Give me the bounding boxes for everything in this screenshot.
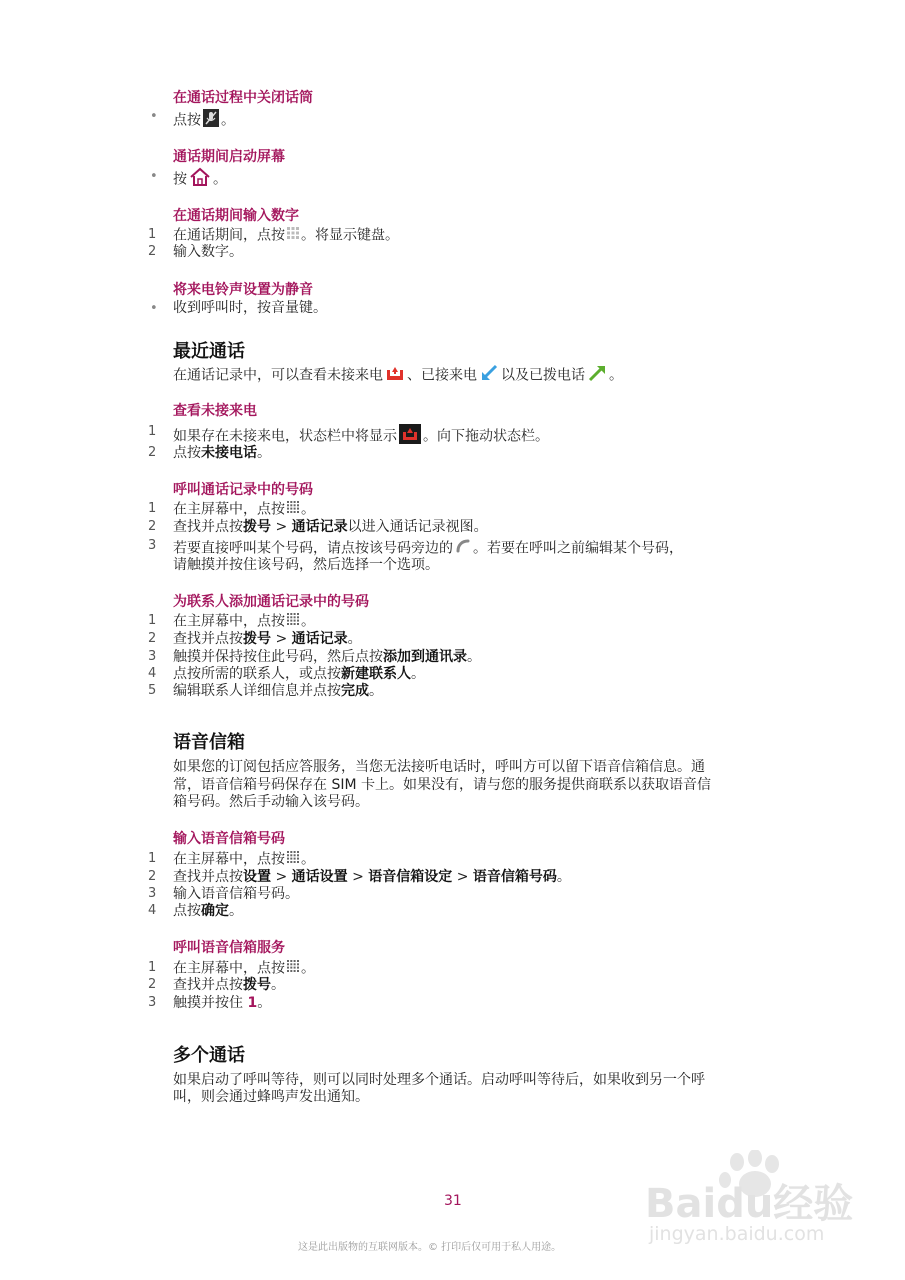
step-text (173, 869, 571, 886)
step-text-part: 触摸并保持按住此号码，然后点按 (173, 649, 383, 665)
step-text-part: 点按 (173, 903, 201, 919)
ui-term: 完成 (341, 683, 369, 699)
paragraph-line: 常，语音信箱号码保存在 SIM 卡上。如果没有，请与您的服务提供商联系以获取语音信 (173, 777, 711, 793)
paragraph (173, 364, 623, 387)
paragraph-line: 箱号码。然后手动输入该号码。 (173, 794, 369, 810)
step-text-part: 查找并点按 (173, 977, 243, 993)
heading-multiple-calls: 多个通话 (173, 1045, 245, 1066)
bullet: • (150, 109, 158, 124)
step-text: 收到呼叫时，按音量键。 (173, 300, 327, 316)
step-text (173, 851, 315, 869)
step-text-part: 在主屏幕中，点按 (173, 501, 285, 518)
app-grid-icon (287, 613, 299, 630)
step-number: 2 (148, 869, 157, 884)
missed-call-status-icon (399, 424, 421, 449)
step-number: 3 (148, 538, 157, 553)
footer-note: 这是此出版物的互联网版本。© 打印后仅可用于私人用途。 (298, 1242, 562, 1253)
step-text-part: > (271, 519, 292, 535)
step-text: 输入数字。 (173, 244, 243, 260)
page-number: 31 (444, 1193, 462, 1209)
step-number: 1 (148, 613, 157, 628)
paragraph-line: 如果启动了呼叫等待，则可以同时处理多个通话。启动呼叫等待后，如果收到另一个呼 (173, 1072, 705, 1088)
step-text (173, 501, 315, 519)
step-text-part: > (452, 869, 473, 885)
ui-term: 添加到通讯录 (383, 649, 467, 665)
baidu-jingyan-watermark (645, 1150, 865, 1250)
section-title-screen: 通话期间启动屏幕 (173, 149, 285, 165)
bullet: • (150, 169, 158, 184)
ui-term: 确定 (201, 903, 229, 919)
paragraph-part: 。 (609, 367, 623, 384)
watermark-logo: Baidu经验 (645, 1181, 854, 1227)
step-text-part: 以进入通话记录视图。 (347, 519, 488, 535)
step-number: 2 (148, 631, 157, 646)
dialed-call-icon (587, 364, 607, 387)
step-text (173, 167, 227, 192)
step-text (173, 538, 683, 559)
paragraph-part: 、已接来电 (407, 367, 477, 384)
step-text-part: 。向下拖动状态栏。 (423, 428, 549, 445)
step-text-part: 。 (369, 683, 383, 699)
watermark-url: jingyan.baidu.com (649, 1223, 825, 1245)
step-text-part: > (271, 869, 292, 885)
ui-term: 语音信箱号码 (472, 869, 557, 885)
section-title-silence: 将来电铃声设置为静音 (173, 282, 313, 298)
section-title-call-from-log: 呼叫通话记录中的号码 (173, 482, 313, 498)
step-text-part: 点按 (173, 445, 201, 461)
step-text-part: 按 (173, 171, 187, 188)
step-text (173, 109, 235, 132)
step-number: 4 (148, 666, 157, 681)
step-number: 2 (148, 244, 157, 259)
step-text (173, 903, 243, 920)
step-text-part: 。 (257, 445, 271, 461)
ui-term: 通话设置 (291, 869, 348, 885)
step-number: 5 (148, 683, 157, 698)
missed-call-icon (385, 364, 405, 387)
paragraph-part: 在通话记录中，可以查看未接来电 (173, 367, 383, 384)
step-number: 3 (148, 886, 157, 901)
ui-term: 新建联系人 (341, 666, 411, 682)
section-title-missed: 查看未接来电 (173, 403, 257, 419)
step-text (173, 227, 399, 245)
step-text-part: 。 (301, 851, 315, 868)
step-text-part: 。 (301, 613, 315, 630)
step-text-part: 查找并点按 (173, 631, 243, 647)
app-grid-icon (287, 501, 299, 518)
step-number: 1 (148, 424, 157, 439)
received-call-icon (479, 364, 499, 387)
step-number: 3 (148, 649, 157, 664)
step-text-part: 。 (301, 960, 315, 977)
step-text-part: 。 (301, 501, 315, 518)
step-text-part: 查找并点按 (173, 519, 243, 535)
home-icon (189, 167, 211, 192)
ui-term: 通话记录 (291, 519, 348, 535)
step-text-part: 。 (221, 112, 235, 129)
step-text (173, 445, 271, 462)
step-text-part: 。 (229, 903, 243, 919)
step-text-part: 编辑联系人详细信息并点按 (173, 683, 341, 699)
mute-mic-icon (203, 109, 219, 132)
step-text (173, 613, 315, 631)
step-text-part: 在主屏幕中，点按 (173, 851, 285, 868)
app-grid-icon (287, 960, 299, 977)
section-title-digits: 在通话期间输入数字 (173, 208, 299, 224)
ui-term: 设置 (243, 869, 271, 885)
ui-term: 通话记录 (291, 631, 348, 647)
step-text-part: 在通话期间，点按 (173, 227, 285, 244)
step-text-part: 。 (257, 995, 272, 1011)
step-text-part: > (347, 869, 369, 885)
app-grid-icon (287, 851, 299, 868)
ui-term: 拨号 (243, 977, 271, 993)
step-text (173, 649, 481, 666)
key-label: 1 (247, 995, 258, 1011)
paragraph-line: 叫，则会通过蜂鸣声发出通知。 (173, 1089, 369, 1105)
step-text-part: 。 (556, 869, 571, 885)
step-text (173, 666, 425, 683)
step-text-part: 在主屏幕中，点按 (173, 613, 285, 630)
step-text (173, 631, 362, 648)
step-text-part: 。 (213, 171, 227, 188)
ui-term: 拨号 (243, 519, 271, 535)
step-text-part: 点按 (173, 112, 201, 129)
step-text (173, 977, 285, 994)
step-number: 2 (148, 519, 157, 534)
heading-voicemail: 语音信箱 (173, 732, 245, 753)
step-number: 3 (148, 995, 157, 1010)
step-text-part: 。 (467, 649, 481, 665)
bullet: • (150, 301, 158, 316)
dialpad-icon (287, 227, 299, 244)
section-title-voicemail-number: 输入语音信箱号码 (173, 831, 285, 847)
step-number: 1 (148, 501, 157, 516)
step-text-part: 触摸并按住 (173, 995, 248, 1011)
step-number: 2 (148, 445, 157, 460)
section-title-add-contact: 为联系人添加通话记录中的号码 (173, 594, 369, 610)
step-text: 输入语音信箱号码。 (173, 886, 299, 902)
step-text-part: 点按所需的联系人，或点按 (173, 666, 341, 682)
ui-term: 语音信箱设定 (368, 869, 453, 885)
phone-handset-icon (455, 538, 471, 559)
step-text-part: 。 (271, 977, 285, 993)
step-text (173, 683, 383, 700)
section-title-mute: 在通话过程中关闭话筒 (173, 90, 313, 106)
section-title-call-voicemail: 呼叫语音信箱服务 (173, 940, 285, 956)
step-text-part: 查找并点按 (173, 869, 243, 885)
step-number: 1 (148, 851, 157, 866)
step-number: 4 (148, 903, 157, 918)
step-text-part: 。若要在呼叫之前编辑某个号码， (473, 540, 683, 557)
step-text-part: 。 (347, 631, 362, 647)
step-text (173, 995, 271, 1012)
step-text-part: 如果存在未接来电，状态栏中将显示 (173, 428, 397, 445)
ui-term: 未接电话 (201, 445, 257, 461)
ui-term: 拨号 (243, 631, 271, 647)
step-number: 2 (148, 977, 157, 992)
heading-recent-calls: 最近通话 (173, 341, 245, 362)
paragraph-part: 以及已拨电话 (501, 367, 585, 384)
step-text (173, 519, 488, 536)
step-text (173, 960, 315, 978)
step-text-part: 。 (411, 666, 425, 682)
step-number: 1 (148, 960, 157, 975)
step-text-part: 。将显示键盘。 (301, 227, 399, 244)
step-text-part: 若要直接呼叫某个号码，请点按该号码旁边的 (173, 540, 453, 557)
step-text: 请触摸并按住该号码，然后选择一个选项。 (173, 557, 439, 573)
step-text-part: 在主屏幕中，点按 (173, 960, 285, 977)
paragraph-line: 如果您的订阅包括应答服务，当您无法接听电话时，呼叫方可以留下语音信箱信息。通 (173, 759, 705, 775)
step-text-part: > (271, 631, 292, 647)
step-number: 1 (148, 227, 157, 242)
